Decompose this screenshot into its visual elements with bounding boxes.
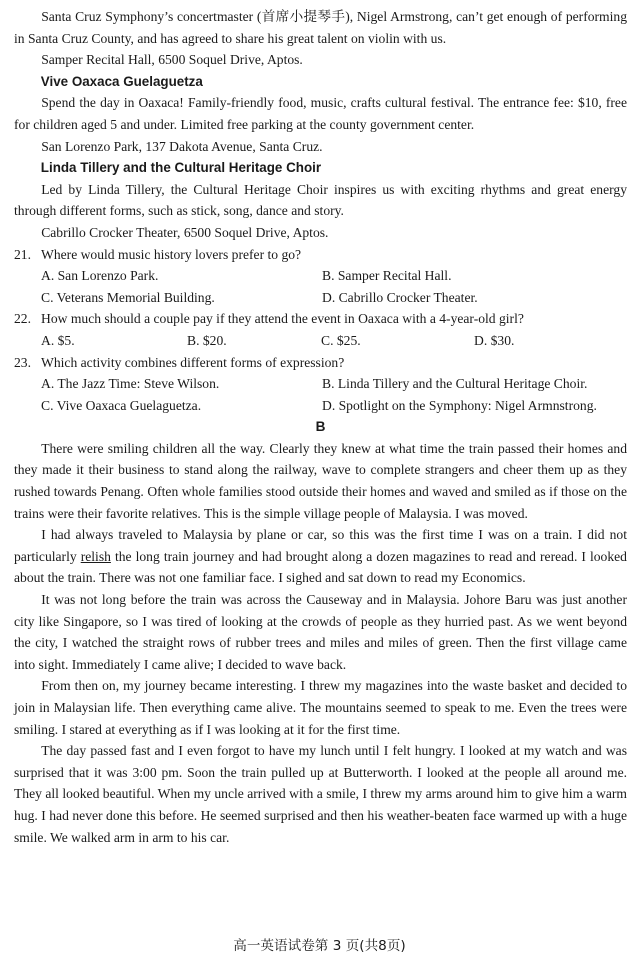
intro-paragraph: Santa Cruz Symphony’s concertmaster (首席小提琴手), Nigel Armstrong, can’t get enough of performing in Santa Cruz County, and has agreed to share his great talent on violin with us. <box>14 9 627 46</box>
passage-paragraph-4: From then on, my journey became interesting. I threw my magazines into the waste basket and decided to join in Malaysian life. Then everything came alive. The mountains seemed to speak to me. Even the trees were smiling. I stared at everything as if I was looking at it for the first time. <box>14 678 627 737</box>
question-number: 23. <box>14 354 31 370</box>
option-b: B. Linda Tillery and the Cultural Heritage Choir. <box>322 376 588 392</box>
option-c: C. Veterans Memorial Building. <box>41 289 215 305</box>
question-stem: Where would music history lovers prefer to go? <box>41 246 302 262</box>
event-venue-oaxaca: San Lorenzo Park, 137 Dakota Avenue, Santa Cruz. <box>41 138 323 154</box>
event-venue-tillery: Cabrillo Crocker Theater, 6500 Soquel Drive, Aptos. <box>41 224 329 240</box>
event-desc-tillery: Led by Linda Tillery, the Cultural Heritage Choir inspires us with exciting rhythms and great energy through different forms, such as stick, song, dance and story. <box>14 181 627 219</box>
option-d: D. $30. <box>474 332 515 348</box>
question-23 <box>14 352 627 417</box>
question-21 <box>14 244 627 309</box>
passage-text: the long train journey and had brought along a dozen magazines to read and reread. I looked about the train. There was not one familiar face. I sighed and sat down to read my Economics. <box>14 548 627 586</box>
option-c: C. Vive Oaxaca Guelaguetza. <box>41 397 202 413</box>
question-stem: Which activity combines different forms of expression? <box>41 354 345 370</box>
question-22 <box>14 308 627 351</box>
page-footer: 高一英语试卷第 3 页(共8页) <box>233 938 406 954</box>
question-number: 22. <box>14 311 31 327</box>
section-b-label: B <box>315 419 326 435</box>
option-a: A. $5. <box>41 332 75 348</box>
option-d: D. Cabrillo Crocker Theater. <box>322 289 478 305</box>
question-number: 21. <box>14 246 31 262</box>
option-b: B. $20. <box>187 332 227 348</box>
passage-text: I had always traveled to Malaysia by plane or car, so this was the first time I was on a train. I did not particularly <box>14 527 627 564</box>
option-c: C. $25. <box>321 332 361 348</box>
passage-paragraph-5: The day passed fast and I even forgot to have my lunch until I felt hungry. I looked at my watch and was surprised that it was 3:00 pm. Soon the train pulled up at Butterworth. I looked at the people all around me. They all looked beautiful. When my uncle arrived with a smile, I threw my arms around him to give him a warm hug. I had never done this before. He seemed surprised and then his weather-beaten face warmed up with a huge smile. We walked arm in arm to his car. <box>14 743 627 845</box>
underlined-word: relish <box>80 548 111 564</box>
venue-samper: Samper Recital Hall, 6500 Soquel Drive, Aptos. <box>41 52 303 68</box>
option-a: A. San Lorenzo Park. <box>41 268 159 284</box>
passage-paragraph-3: It was not long before the train was across the Causeway and in Malaysia. Johore Baru was just another city like Singapore, so I was tired of looking at the crowds of people as they hurried past. As we went beyond the city, I watched the straight rows of rubber trees and miles and miles of green. Then the first village came into sight. Immediately I came alive; I decided to wave back. <box>14 592 627 672</box>
question-stem: How much should a couple pay if they attend the event in Oaxaca with a 4-year-old girl? <box>41 311 524 327</box>
event-title-tillery: Linda Tillery and the Cultural Heritage Choir <box>40 160 322 176</box>
passage-paragraph-1: There were smiling children all the way. Clearly they knew at what time the train passed their homes and they made it their business to stand along the railway, wave to complete strangers and cheer them up as they rushed towards Penang. Often whole families stood outside their homes and waved and smiled as if those on the trains were their favorite relatives. This is the simple village people of Malaysia. I was moved. <box>14 440 627 521</box>
option-b: B. Samper Recital Hall. <box>322 268 452 284</box>
option-d: D. Spotlight on the Symphony: Nigel Armnstrong. <box>322 397 597 413</box>
passage-paragraph-2 <box>14 524 627 589</box>
option-a: A. The Jazz Time: Steve Wilson. <box>41 376 220 392</box>
event-desc-oaxaca: Spend the day in Oaxaca! Family-friendly food, music, crafts cultural festival. The entrance fee: $10, free for children aged 5 and under. Limited free parking at the county government center. <box>14 95 627 132</box>
event-title-oaxaca: Vive Oaxaca Guelaguetza <box>40 73 203 89</box>
